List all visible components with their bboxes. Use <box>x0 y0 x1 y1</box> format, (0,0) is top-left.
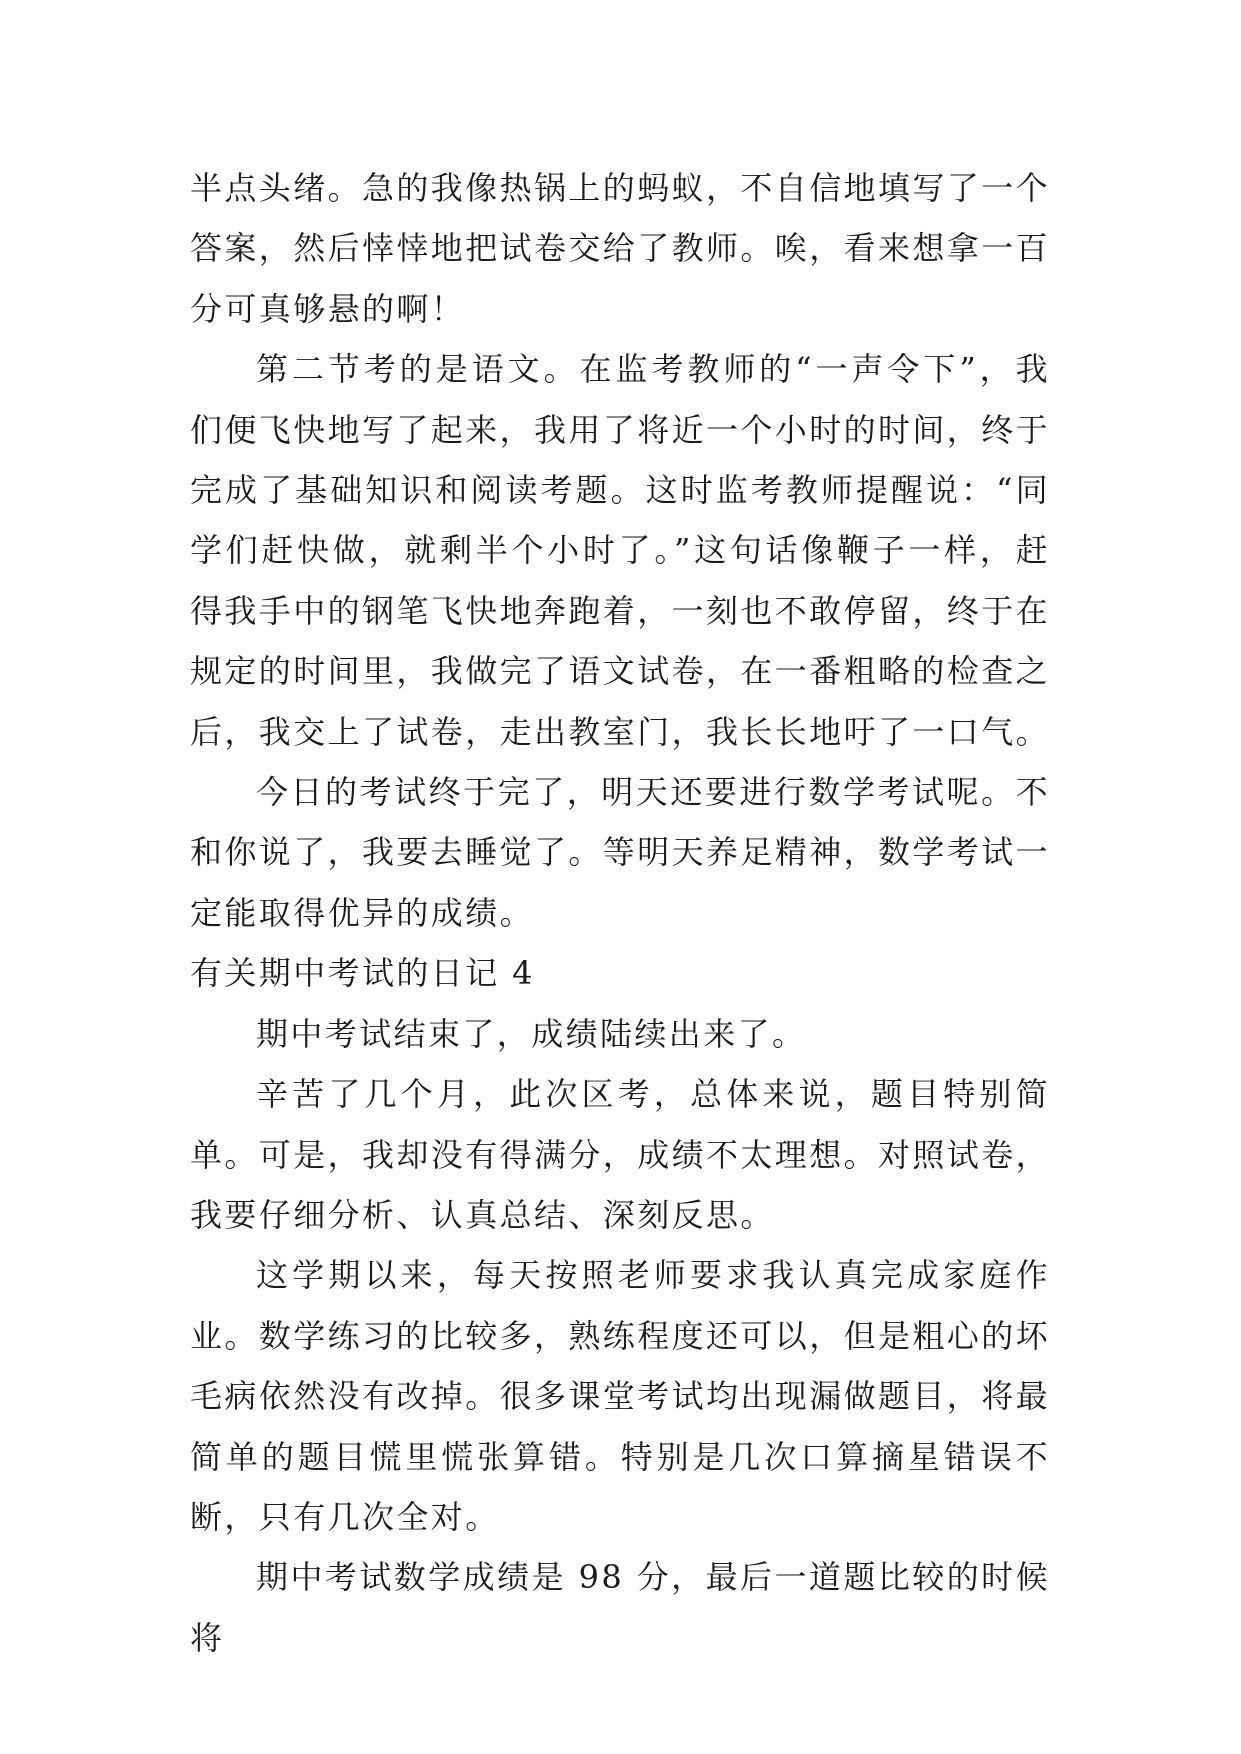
document-body <box>190 158 1050 1668</box>
paragraph-district-exam: 辛苦了几个月，此次区考，总体来说，题目特别简单。可是，我却没有得满分，成绩不太理想。对照试卷，我要仔细分析、认真总结、深刻反思。 <box>190 1075 1051 1234</box>
section-title: 有关期中考试的日记 4 <box>190 954 535 993</box>
paragraph-chinese-exam: 第二节考的是语文。在监考教师的“一声令下”，我们便飞快地写了起来，我用了将近一个小时的时间，终于完成了基础知识和阅读考题。这时监考教师提醒说：“同学们赶快做，就剩半个小时了。”这句话像鞭子一样，赶得我手中的钢笔飞快地奔跑着，一刻也不敢停留，终于在规定的时间里，我做完了语文试卷，在一番粗略的检查之后，我交上了试卷，走出教室门，我长长地吁了一口气。 <box>190 350 1051 751</box>
paragraph-homework: 这学期以来，每天按照老师要求我认真完成家庭作业。数学练习的比较多，熟练程度还可以，但是粗心的坏毛病依然没有改掉。很多课堂考试均出现漏做题目，将最简单的题目慌里慌张算错。特别是几次口算摘星错误不断，只有几次全对。 <box>190 1256 1051 1536</box>
paragraph-continuation: 半点头绪。急的我像热锅上的蚂蚁，不自信地填写了一个答案，然后悻悻地把试卷交给了教师。唉，看来想拿一百分可真够悬的啊！ <box>190 169 1051 328</box>
paragraph-results-out: 期中考试结束了，成绩陆续出来了。 <box>256 1014 807 1053</box>
paragraph-exam-finished: 今日的考试终于完了，明天还要进行数学考试呢。不和你说了，我要去睡觉了。等明天养足精神，数学考试一定能取得优异的成绩。 <box>190 773 1051 932</box>
paragraph-math-score: 期中考试数学成绩是 98 分，最后一道题比较的时候将 <box>190 1558 1050 1657</box>
